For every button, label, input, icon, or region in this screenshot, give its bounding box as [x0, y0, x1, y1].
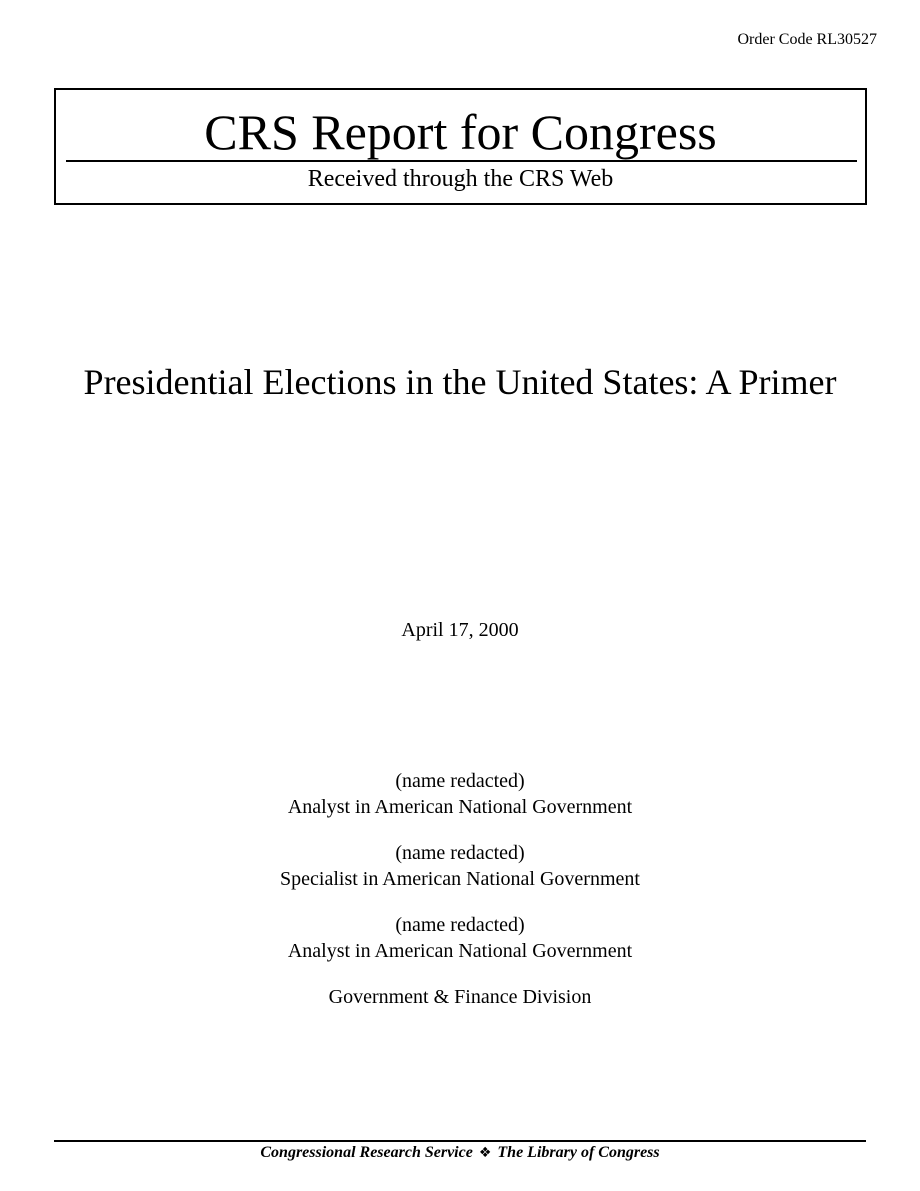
report-date: April 17, 2000	[401, 619, 519, 641]
author-entry	[0, 768, 920, 820]
author-role: Analyst in American National Government	[287, 796, 633, 818]
division-name: Government & Finance Division	[328, 986, 592, 1008]
author-entry	[0, 840, 920, 892]
header-divider	[66, 160, 857, 162]
report-title: Presidential Elections in the United States: A Primer	[83, 362, 837, 402]
author-name: (name redacted)	[395, 842, 525, 864]
footer-left-text: Congressional Research Service	[260, 1144, 473, 1161]
author-name: (name redacted)	[395, 914, 525, 936]
author-role: Analyst in American National Government	[287, 940, 633, 962]
author-name: (name redacted)	[395, 770, 525, 792]
author-role: Specialist in American National Government	[280, 868, 640, 890]
order-code: Order Code RL30527	[737, 31, 877, 48]
report-header-box	[54, 88, 867, 205]
header-subtitle: Received through the CRS Web	[307, 166, 614, 192]
footer	[0, 1142, 920, 1164]
author-list	[0, 768, 920, 984]
diamond-ornament-icon: ❖	[478, 1145, 492, 1161]
author-entry	[0, 912, 920, 964]
header-title: CRS Report for Congress	[204, 104, 717, 160]
footer-right-text: The Library of Congress	[497, 1144, 660, 1161]
